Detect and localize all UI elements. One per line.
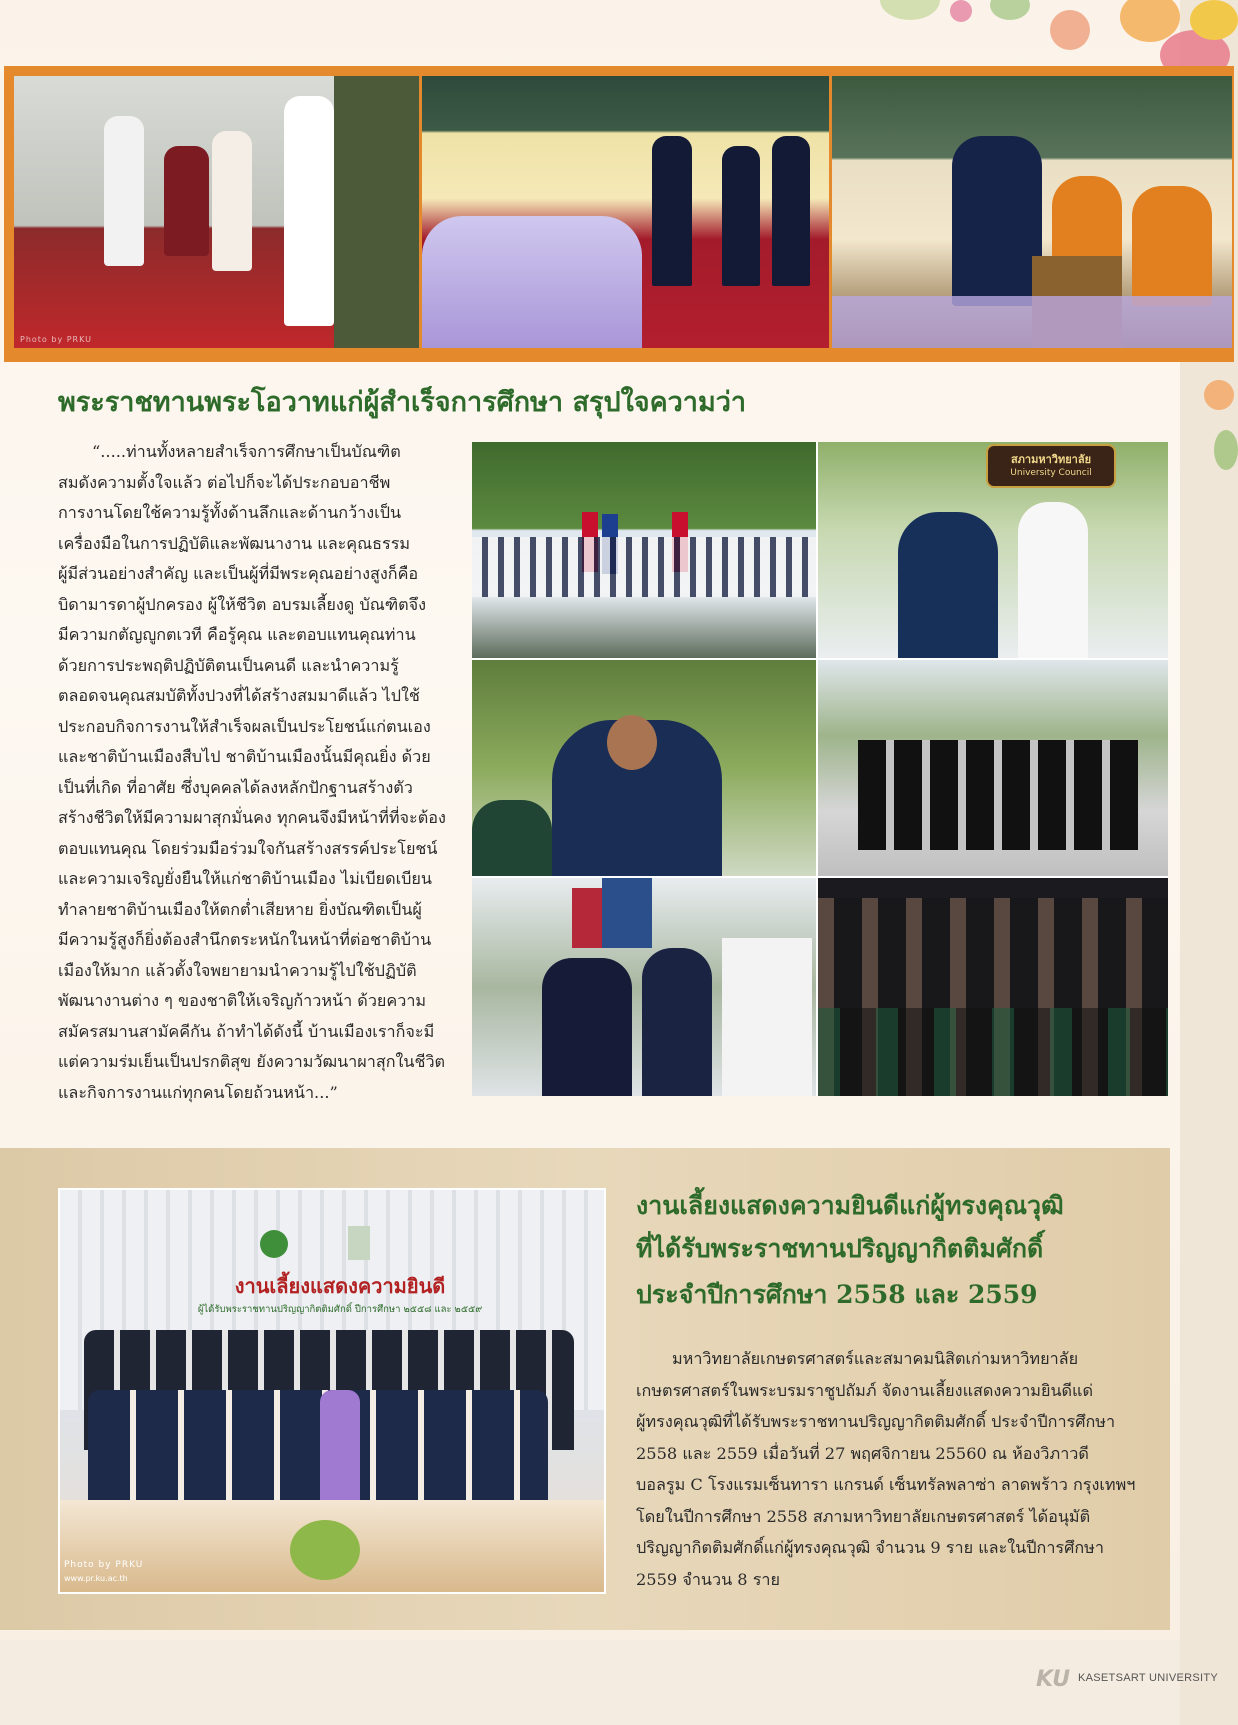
body-line: พัฒนางานต่าง ๆ ของชาติให้เจริญก้าวหน้า ด้วยความ bbox=[58, 991, 427, 1010]
sign-line-thai: สภามหาวิทยาลัย bbox=[1010, 453, 1092, 466]
photo-graduates-walking bbox=[818, 660, 1168, 876]
body-line: ผู้ทรงคุณวุฒิที่ได้รับพระราชทานปริญญากิตติมศักดิ์ ประจำปีการศึกษา bbox=[636, 1412, 1116, 1431]
photo-royal-arrival bbox=[14, 76, 419, 348]
section2-heading-line2: ที่ได้รับพระราชทานปริญญากิตติมศักดิ์ bbox=[636, 1234, 1044, 1263]
body-line: แต่ความร่มเย็นเป็นปรกติสุข ยังความวัฒนาผาสุกในชีวิต bbox=[58, 1052, 446, 1071]
photo-caption-credit: Photo by PRKU bbox=[64, 1560, 144, 1570]
section1-heading: พระราชทานพระโอวาทแก่ผู้สำเร็จการศึกษา สรุปใจความว่า bbox=[58, 387, 747, 418]
body-line: และกิจการงานแก่ทุกคนโดยถ้วนหน้า...” bbox=[58, 1082, 338, 1102]
body-line: เครื่องมือในการปฏิบัติและพัฒนางาน และคุณธรรม bbox=[58, 533, 411, 553]
photo-university-council bbox=[818, 442, 1168, 658]
group-photo bbox=[58, 1188, 606, 1594]
section2-heading-line1: งานเลี้ยงแสดงความยินดีแก่ผู้ทรงคุณวุฒิ bbox=[636, 1191, 1064, 1220]
photo-mosaic bbox=[472, 442, 1168, 1096]
body-line: เมืองให้มาก แล้วตั้งใจพยายามนำความรู้ไปใช้ปฏิบัติ bbox=[58, 960, 417, 980]
body-line: มีความกตัญญูกตเวที คือรู้คุณ และตอบแทนคุณท่าน bbox=[58, 625, 416, 644]
photo-ceremony-stage bbox=[422, 76, 829, 348]
body-line: มหาวิทยาลัยเกษตรศาสตร์และสมาคมนิสิตเก่ามหาวิทยาลัย bbox=[672, 1349, 1079, 1368]
body-line: ตอบแทนคุณ โดยร่วมมือร่วมใจกันสร้างสรรค์ประโยชน์ bbox=[58, 838, 438, 858]
photo-flag-bearers bbox=[472, 878, 816, 1096]
body-line: โดยในปีการศึกษา 2558 สภามหาวิทยาลัยเกษตรศาสตร์ ได้อนุมัติ bbox=[636, 1506, 1091, 1526]
body-line: และชาติบ้านเมืองสืบไป ชาติบ้านเมืองนั้นมีคุณยิ่ง ด้วย bbox=[58, 747, 431, 766]
body-line: มีความรู้สูงก็ยิ่งต้องสำนึกตระหนักในหน้าที่ต่อชาติบ้าน bbox=[58, 930, 432, 949]
university-name: KASETSART UNIVERSITY bbox=[1078, 1672, 1219, 1684]
photo-caption-url: www.pr.ku.ac.th bbox=[64, 1574, 128, 1583]
council-sign bbox=[986, 444, 1116, 488]
body-line: 2558 และ 2559 เมื่อวันที่ 27 พฤศจิกายน 25560 ณ ห้องวิภาวดี bbox=[636, 1443, 1089, 1463]
photo-banner-text: งานเลี้ยงแสดงความยินดี bbox=[234, 1274, 446, 1298]
body-line: สร้างชีวิตให้มีความผาสุกมั่นคง ทุกคนจึงมีหน้าที่ที่จะต้อง bbox=[58, 808, 446, 827]
body-line: บอลรูม C โรงแรมเซ็นทารา แกรนด์ เซ็นทรัลพลาซ่า ลาดพร้าว กรุงเทพฯ bbox=[636, 1475, 1136, 1494]
body-line: การงานโดยใช้ความรู้ทั้งด้านลึกและด้านกว้างเป็น bbox=[58, 503, 402, 522]
body-line: ตลอดจนคุณสมบัติทั้งปวงที่ได้สร้างสมมาดีแล้ว ไปใช้ bbox=[58, 686, 420, 705]
photo-credit: Photo by PRKU bbox=[20, 335, 92, 344]
body-line: เกษตรศาสตร์ในพระบรมราชูปถัมภ์ จัดงานเลี้ยงแสดงความยินดีแด่ bbox=[636, 1380, 1093, 1400]
photo-faculty-procession bbox=[472, 660, 816, 876]
body-line: สมัครสมานสามัคคีกัน ถ้าทำได้ดังนี้ บ้านเมืองเราก็จะมี bbox=[58, 1021, 435, 1041]
body-line: ผู้มีส่วนอย่างสำคัญ และเป็นผู้ที่มีพระคุณอย่างสูงก็คือ bbox=[58, 564, 419, 583]
body-line: เป็นที่เกิด ที่อาศัย ซึ่งบุคคลได้ลงหลักปักฐานสร้างตัว bbox=[58, 777, 413, 797]
section2-heading-line3: ประจำปีการศึกษา 2558 และ 2559 bbox=[636, 1280, 1038, 1309]
section1-body bbox=[58, 437, 446, 1108]
body-line: ประกอบกิจการงานให้สำเร็จผลเป็นประโยชน์แก่ตนเอง bbox=[58, 716, 431, 736]
body-line: ด้วยการประพฤติปฏิบัติตนเป็นคนดี และนำความรู้ bbox=[58, 655, 399, 675]
body-line: บิดามารดาผู้ปกครอง ผู้ให้ชีวิต อบรมเลี้ยงดู บัณฑิตจึง bbox=[58, 594, 427, 614]
body-line: ปริญญากิตติมศักดิ์แก่ผู้ทรงคุณวุฒิ จำนวน 9 ราย และในปีการศึกษา bbox=[636, 1538, 1104, 1557]
body-line: 2559 จำนวน 8 ราย bbox=[636, 1569, 780, 1589]
section2-body bbox=[636, 1343, 1164, 1595]
photo-seated-graduates bbox=[818, 878, 1168, 1096]
body-line: ทำลายชาติบ้านเมืองให้ตกต่ำเสียหาย ยิ่งบัณฑิตเป็นผู้ bbox=[58, 899, 422, 919]
photo-subbanner-text: ผู้ได้รับพระราชทานปริญญากิตติมศักดิ์ ปีการศึกษา ๒๕๕๘ และ ๒๕๕๙ bbox=[197, 1304, 483, 1315]
body-line: สมดังความตั้งใจแล้ว ต่อไปก็จะได้ประกอบอาชีพ bbox=[58, 472, 391, 492]
top-photo-strip bbox=[4, 66, 1234, 362]
photo-receiving-degree bbox=[832, 76, 1232, 348]
sign-line-english: University Council bbox=[1010, 468, 1092, 478]
body-line: และความเจริญยั่งยืนให้แก่ชาติบ้านเมือง ไม่เบียดเบียน bbox=[58, 869, 432, 888]
body-line: “.....ท่านทั้งหลายสำเร็จการศึกษาเป็นบัณฑิต bbox=[92, 442, 401, 461]
ku-logo: KU bbox=[1036, 1667, 1071, 1692]
photo-flag-parade bbox=[472, 442, 816, 658]
